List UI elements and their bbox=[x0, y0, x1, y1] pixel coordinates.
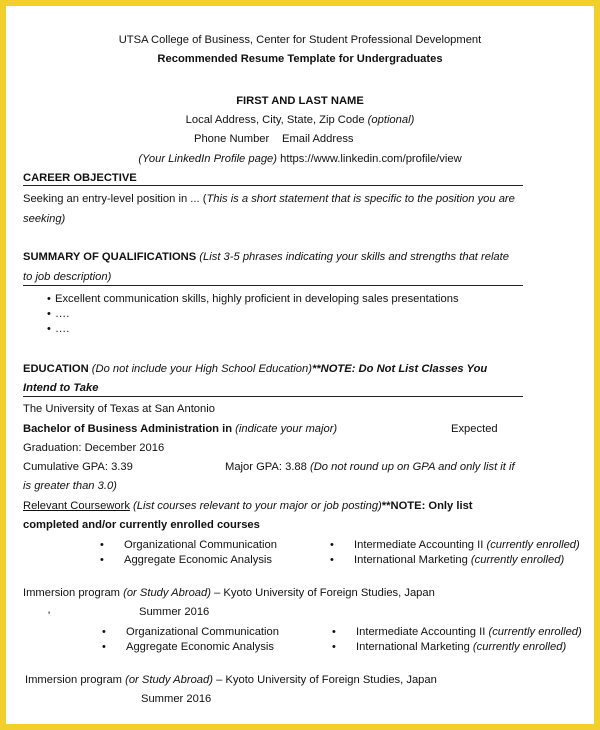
course-item: Organizational Communication bbox=[124, 539, 277, 551]
immersion-program-line: Immersion program (or Study Abroad) – Kyoto University of Foreign Studies, Japan bbox=[25, 674, 437, 686]
education-expected: Expected bbox=[451, 423, 498, 435]
course-bullet-dot: • bbox=[330, 554, 334, 566]
career-line-2: seeking) bbox=[23, 213, 66, 225]
course-item: Aggregate Economic Analysis bbox=[126, 641, 275, 653]
course-bullet-dot: • bbox=[330, 539, 334, 551]
education-coursework-line-2: completed and/or currently enrolled courses bbox=[23, 519, 260, 531]
course-item: Aggregate Economic Analysis bbox=[124, 554, 273, 566]
course-bullet-dot: • bbox=[332, 641, 336, 653]
immersion-term: Summer 2016 bbox=[141, 693, 212, 705]
education-major-gpa: Major GPA: 3.88 (Do not round up on GPA and only list it if bbox=[225, 461, 515, 473]
education-degree: Bachelor of Business Administration in (indicate your major) bbox=[23, 423, 338, 435]
course-item: Intermediate Accounting II (currently enrolled) bbox=[354, 539, 580, 551]
summary-bullet-dot: • bbox=[47, 293, 51, 305]
immersion-term: Summer 2016 bbox=[139, 606, 210, 618]
summary-heading-line: SUMMARY OF QUALIFICATIONS (List 3-5 phrases indicating your skills and strengths that relate bbox=[23, 251, 509, 263]
contact-name: FIRST AND LAST NAME bbox=[236, 95, 364, 107]
header-template-title: Recommended Resume Template for Undergraduates bbox=[157, 53, 443, 65]
contact-email: Email Address bbox=[282, 133, 354, 145]
header-institution: UTSA College of Business, Center for Student Professional Development bbox=[118, 34, 482, 46]
summary-bullet-3: …. bbox=[55, 323, 70, 335]
summary-bullet-dot: • bbox=[47, 308, 51, 320]
career-heading: CAREER OBJECTIVE bbox=[23, 172, 137, 184]
career-line-1: Seeking an entry-level position in ... (This is a short statement that is specific to the position you are bbox=[23, 193, 515, 205]
course-bullet-dot: • bbox=[332, 626, 336, 638]
course-bullet-dot: • bbox=[100, 554, 104, 566]
career-divider bbox=[23, 185, 523, 186]
contact-phone: Phone Number bbox=[194, 133, 270, 145]
course-bullet-dot: • bbox=[102, 641, 106, 653]
education-graduation: Graduation: December 2016 bbox=[23, 442, 165, 454]
contact-address: Local Address, City, State, Zip Code (optional) bbox=[185, 114, 415, 126]
course-item: International Marketing (currently enrolled) bbox=[354, 554, 565, 566]
summary-bullet-1: Excellent communication skills, highly proficient in developing sales presentations bbox=[55, 293, 459, 305]
immersion-program-line: Immersion program (or Study Abroad) – Kyoto University of Foreign Studies, Japan bbox=[23, 587, 435, 599]
course-item: Organizational Communication bbox=[126, 626, 279, 638]
summary-divider bbox=[23, 285, 523, 286]
resume-page bbox=[6, 6, 594, 724]
education-heading-line: EDUCATION (Do not include your High School Education)**NOTE: Do Not List Classes You bbox=[23, 363, 488, 375]
education-divider bbox=[23, 396, 523, 397]
summary-bullet-dot: • bbox=[47, 323, 51, 335]
education-university: The University of Texas at San Antonio bbox=[23, 403, 215, 415]
course-bullet-dot: • bbox=[100, 539, 104, 551]
education-gpa: Cumulative GPA: 3.39 bbox=[23, 461, 133, 473]
course-bullet-dot: • bbox=[102, 626, 106, 638]
education-gpa-note-line-2: is greater than 3.0) bbox=[23, 480, 117, 492]
summary-note-line-2: to job description) bbox=[23, 271, 112, 283]
course-item: International Marketing (currently enrolled) bbox=[356, 641, 567, 653]
contact-linkedin: (Your LinkedIn Profile page) https://www.linkedin.com/profile/view bbox=[138, 153, 462, 165]
education-note-line-2: Intend to Take bbox=[23, 382, 99, 394]
summary-bullet-2: …. bbox=[55, 308, 70, 320]
course-item: Intermediate Accounting II (currently enrolled) bbox=[356, 626, 582, 638]
education-coursework-line: Relevant Coursework (List courses relevant to your major or job posting)**NOTE: Only list bbox=[23, 500, 473, 512]
stray-mark: ' bbox=[48, 610, 51, 622]
